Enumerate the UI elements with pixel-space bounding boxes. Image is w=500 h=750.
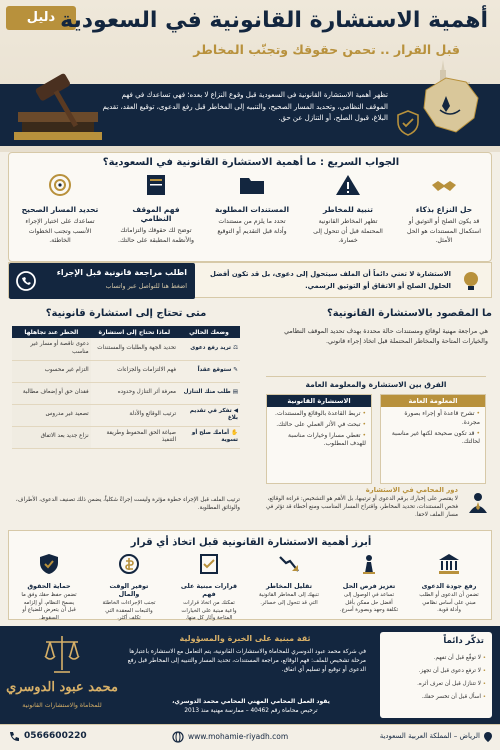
when-needed-section [8,304,244,514]
importance-item-text: تضمن حفظ حقك وفق ما يسمح النظام، أو إلزامه قبل أن يتعرض للضياع أو السقوط. [21,592,77,621]
page-subtitle: قبل القرار .. تحمن حقوقك وتجنّب المخاطر [193,42,460,57]
firm-tagline: للمحاماة والاستشارات القانونية [22,702,102,709]
why-cell: ترتيب الوقائع والأدلة [91,404,178,426]
remember-title: تذكّر دائماً [443,636,484,646]
importance-item-title: تعزيز فرص الحل [342,582,396,590]
situation-text: تفكر في تقديم بلاغ [189,407,238,421]
consultation-item: • تعطي مسارا وخيارات مناسبة للهدف المطلوب. [272,432,366,450]
remember-item: • اسأل قبل أن تخسر حقك. [386,691,486,704]
meaning-text: هي مراجعة مهنية لوقائع ومستندات حالة محددة بهدف تحديد الموقف النظامي والخيارات المتاحة والمخاطر المحتملة قبل اتخاذ إجراء قانوني. [284,327,488,345]
situation-text: تريد رفع دعوى [190,345,232,351]
footer-website-link[interactable]: www.mohamie-riyadh.com [188,732,289,741]
table-row [12,338,240,360]
importance-item [259,553,319,607]
situation-cell [178,338,240,360]
handshake-icon [430,173,458,197]
lawyer-line: يقود العمل المحامي المهني المحامي محمد الدوسري، [172,698,330,705]
pen-icon: ✎ [231,367,238,374]
page-title: أهمية الاستشارة القانونية في السعودية [60,8,488,33]
law-book-icon [142,173,170,197]
chess-icon [358,553,380,575]
difference-title: الفرق بين الاستشارة والمعلومة العامة [266,376,486,389]
target-icon [46,173,74,197]
importance-item-title: تقليل المخاطر [265,582,313,590]
situation-text: أمامك صلح أو تسوية [191,429,238,443]
importance-item [179,553,239,623]
trust-text: في شركة محمد عبود الدوسري للمحاماة والاستشارات القانونية، يتم التعامل مع الاستشارة باعتبارها مرحلة تشخيص للملف: فهم الوقائع، مراجعة المستندات، تحديد المسار والتنبيه إلى المخاطر قبل رفع الدعوى أو توقيع أو تسليم أي اتفاق. [127,649,366,673]
consultation-column [266,394,372,484]
importance-item [419,553,479,615]
why-cell: تحديد الجهة والطلبات والمستندات [91,338,178,360]
lightbulb-icon [459,269,483,293]
general-info-header: المعلومة العامة [381,395,485,407]
situation-text: ستوقع عقداً [197,367,232,374]
remember-item: • لا ترفع دعوى قبل أن تجهز. [386,665,486,678]
quick-answer-item-title: فهم الموقف النظامي [132,205,180,223]
whatsapp-icon [15,270,37,292]
quick-answer-item [309,173,387,261]
general-info-item: • قد تكون صحيحة لكنها غير مناسبة لحالتك. [386,430,480,448]
why-cell: معرفة أثر التنازل وحدوده [91,382,178,404]
importance-item-title: حماية الحقوق [27,582,71,590]
license-line: ترخيص محاماة رقم 40462 – ممارسة مهنية منذ 2013 [184,708,318,714]
quick-answer-item [405,173,483,261]
remember-item: • لا تتنازل قبل أن تعرف أثره. [386,678,486,691]
quick-answer-item-title: المستندات المطلوبة [214,205,290,214]
importance-item [339,553,399,615]
importance-item [19,553,79,622]
when-needed-note: ترتيب الملف قبل الإجراء خطوة مؤثرة وليست إجراءً شكلياً، يضمن ذلك تصنيف الدعوى، الأطراف، والوثائق المطلوبة. [15,497,240,511]
table-row [12,404,240,426]
importance-title: أبرز أهمية الاستشارة القانونية قبل اتخاذ أي قرار [130,537,372,548]
consultation-item: • تبحث في الأثر العملي على حالتك. [272,421,366,430]
quick-answer-item-text: تساعدك على اختيار الإجراء الأنسب وتجنب الخطوات الخاطئة. [25,218,95,244]
quick-answer-item-text: تظهر المخاطر القانونية المحتملة قبل أن تتحول إلى خسارة. [313,218,383,244]
column-header: لماذا تحتاج إلى استشارة [91,326,178,338]
consultation-header: الاستشارة القانونية [267,395,371,407]
chart-down-icon [278,553,300,575]
lawyer-icon [466,490,490,514]
quick-answer-title: الجواب السريع : ما أهمية الاستشارة القانونية في السعودية؟ [102,157,400,168]
quick-answer-item-title: تنبية للمخاطر [322,205,374,214]
importance-item-text: تجنب الإجراءات الخاطئة والتبعات المعقدة التي تكلف أكثر. [102,600,156,621]
quick-answer-item [117,173,195,261]
risk-cell: فقدان حق أو إضعاف مطالبة [12,382,91,404]
column-header: وضعك الحالي [178,326,240,338]
lawyer-role-box [256,486,492,516]
guide-tag: دليل [6,6,76,30]
folder-icon [238,173,266,197]
footer-location: الرياض – المملكة العربية السعودية [379,732,480,740]
consultation-banner [8,262,492,298]
risk-cell: نزاع جديد بعد الاتفاق [12,426,91,448]
shield-check-icon [396,110,420,136]
warning-icon [334,173,362,197]
importance-item-title: قرارات مبنية على فهم [180,582,238,598]
importance-item-text: تضمن أن الدعوى أو الطلب مبني على أساس نظامي وأدلة قوية. [419,592,479,613]
handshake-icon: ✋ [229,429,238,436]
quick-answer-item-text: تحدد ما يلزم من مستندات وأدلة قبل التقديم أو التوقيع [217,218,287,235]
importance-section [8,530,492,620]
footer-phone-link[interactable]: 0566600220 [24,731,87,741]
situation-cell [178,382,240,404]
table-row [12,426,240,448]
importance-item [99,553,159,623]
firm-logo [6,630,118,720]
general-info-item: • تشرح قاعدة أو إجراء بصورة مجردة. [386,410,480,428]
money-icon [118,553,140,575]
risk-cell: دعوى ناقصة أو مسار غير مناسب [12,338,91,360]
phone-icon [8,731,20,743]
when-needed-title: متى تحتاج إلى استشارة قانونية؟ [45,308,207,319]
consultation-item: • تربط القاعدة بالوقائع والمستندات. [272,410,366,419]
remember-item: • لا توقّع قبل أن تفهم. [386,652,486,665]
lawyer-role-title: دور المحامي في الاستشارة [365,486,458,494]
general-info-column [380,394,486,484]
importance-item-text: تمكنك من اتخاذ قرارات واعية مبنية على الخيارات المتاحة وآثار كل منها. [181,600,237,621]
importance-item-title: رفع جودة الدعوى [421,582,477,590]
cta-subtitle: اضغط هنا للتواصل عبر واتساب [105,283,187,290]
why-cell: فهم الالتزامات والجزاءات [91,360,178,382]
remember-box [380,632,492,718]
whatsapp-cta-button[interactable] [9,263,195,299]
quick-answer-item-title: تحديد المسار الصحيح [21,205,99,214]
lawyer-role-text: لا يقتصر على إخبارك برقم الدعوى أو ترتيبها، بل الأهم هو التشخيص: قراءة الوقائع، فحص المستندات، تحديد المخاطر، واقتراح المسار المناسب ومنع أخطاء قد تؤثر في مسار الملف لاحقا. [265,496,458,518]
intro-text: تظهر أهمية الاستشارة القانونية في السعودية قبل وقوع النزاع لا بعده؛ فهي تساعدك في فهم الموقف النظامي، وتحديد المسار الصحيح، والتنبيه إلى المخاطر قبل رفع الدعوى، توقيع العقد، تقديم البلاغ، قبول الصلح، أو التنازل عن حق. [102,91,388,122]
gavel-and-books-illustration [8,60,112,144]
table-row [12,382,240,404]
table-row [12,360,240,382]
situation-text: طلب منك التنازل [183,389,231,396]
shield-icon [38,553,60,575]
firm-name: محمد عبود الدوسري [6,680,118,695]
quick-answer-item-title: حل النزاع بذكاء [415,205,473,214]
scales-icon [42,632,82,676]
quick-answer-section [8,152,492,262]
importance-item-text: تنبهك إلى المخاطر القانونية التي قد تتحول إلى خسائر. [259,592,319,606]
footer [0,724,500,750]
quick-answer-item-text: توضح لك حقوقك والتزاماتك والأنظمة المطبقة على حالتك. [118,227,194,244]
importance-item-title: توفير الوقت والمال [109,582,149,598]
why-cell: صياغة الحق المحفوظ وطريقة التنفيذ [91,426,178,448]
bottom-band [0,626,500,724]
risk-cell: تصعيد غير مدروس [12,404,91,426]
globe-icon [172,731,184,743]
situation-cell [178,360,240,382]
gavel-icon: ⚖ [231,345,238,351]
courthouse-icon [438,553,460,575]
remember-list [386,652,486,704]
risk-cell: التزام غير محسوب [12,360,91,382]
meaning-section [256,304,492,518]
importance-item-text: تساعد في الوصول إلى أفضل حل ممكن بأقل تكلفة وجهد وبصورة أسرع. [339,592,399,613]
document-icon: ▤ [230,389,238,396]
trust-title: ثقة مبنية على الخبرة والمسؤولية [179,634,311,643]
situation-cell [178,404,240,426]
meaning-title: ما المقصود بالاستشارة القانونية؟ [326,308,492,319]
situation-cell [178,426,240,448]
quick-answer-item [21,173,99,261]
header [0,0,500,152]
megaphone-icon: ◀ [231,407,238,414]
column-header: الخطر عند تجاهلها [12,326,91,338]
quick-answer-item-text: قد يكون الصلح أو التوثيق أو استكمال المستندات هو الحل الأمثل. [406,218,482,244]
cta-title: اطلب مراجعة قانونية قبل الإجراء [56,268,187,277]
when-needed-table [12,326,240,449]
decision-icon [198,553,220,575]
saudi-map-emblem [416,70,488,140]
banner-text: الاستشارة لا تعني دائماً أن الملف سيتحول إلى دعوى، بل قد تكون أفضل الحلول الصلح أو الاتفاق أو التوثيق الرسمي. [209,270,451,290]
location-icon [482,731,494,743]
quick-answer-item [213,173,291,261]
